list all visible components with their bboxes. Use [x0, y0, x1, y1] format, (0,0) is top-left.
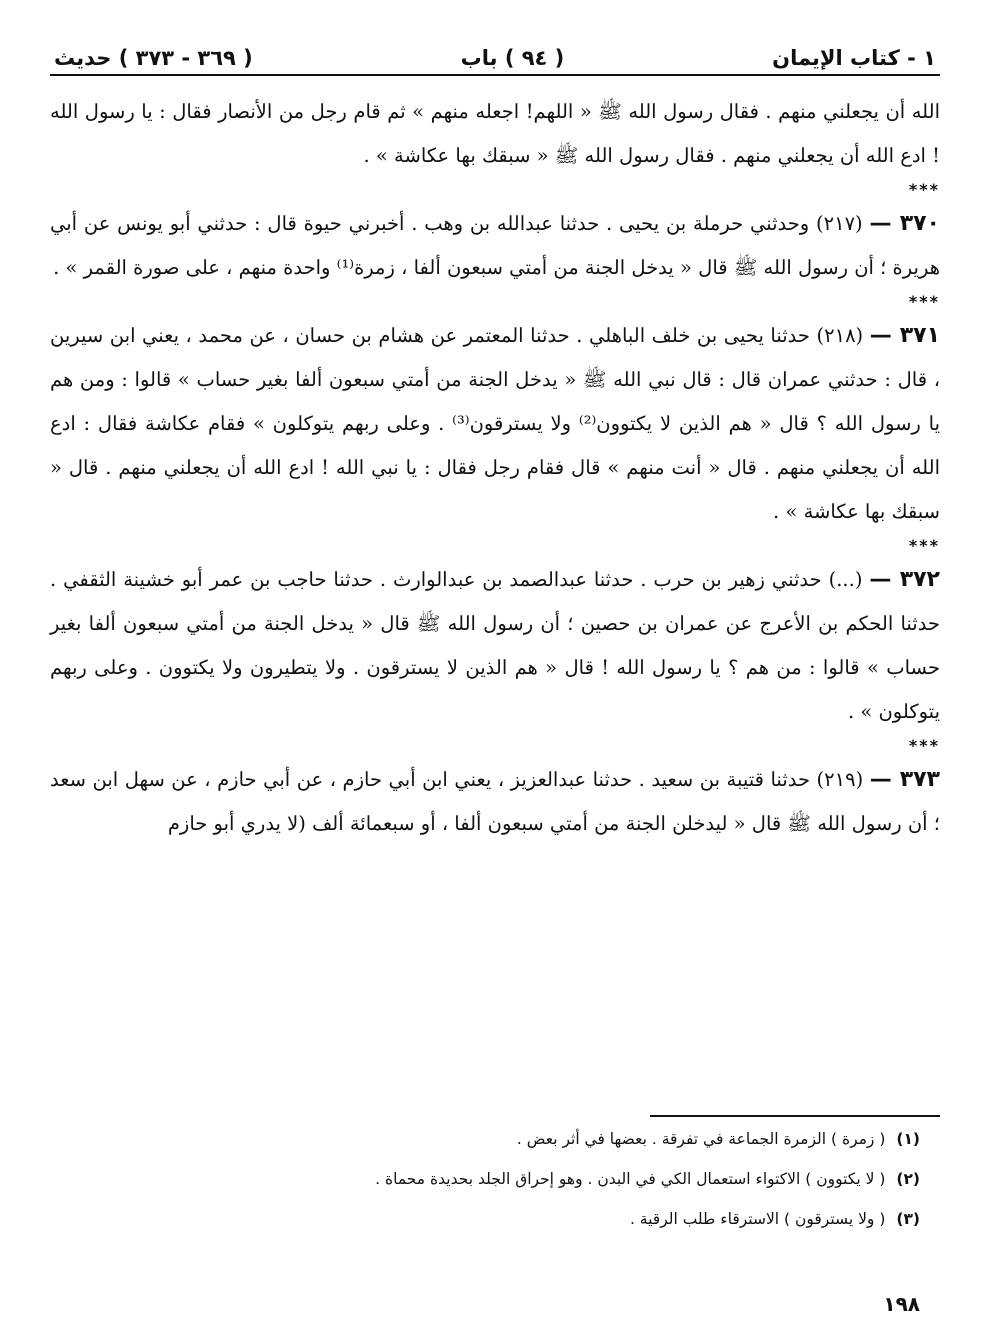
hadith-text: (...) حدثني زهير بن حرب . حدثنا عبدالصمد بن عبدالوارث . حدثنا حاجب بن عمر أبو خشينة الثقفي . حدثنا الحكم بن الأعرج عن عمران بن حصين ؛ أن رسول الله ﷺ قال « يدخل الجنة من أمتي سبعون ألفا بغير حساب » قالوا : من هم ؟ يا رسول الله ! قال « هم الذين لا يسترقون . ولا يتطيرون ولا يكتوون . وعلى ربهم يتوكلون » . — [50, 568, 940, 723]
section-separator: *** — [908, 180, 940, 199]
chapter-title: ( ٩٤ ) باب — [460, 46, 565, 70]
footnote-text: ( لا يكتوون ) الاكتواء استعمال الكي في البدن . وهو إحراق الجلد بحديدة محماة . — [375, 1170, 886, 1188]
hadith-number: ٣٧١ — — [869, 323, 941, 348]
intro-paragraph: الله أن يجعلني منهم . فقال رسول الله ﷺ « اللهم! اجعله منهم » ثم قام رجل من الأنصار فقال : يا رسول الله ! ادع الله أن يجعلني منهم . فقال رسول الله ﷺ « سبقك بها عكاشة » . — [50, 100, 940, 167]
section-separator: *** — [908, 536, 940, 555]
hadith-373 — [50, 758, 940, 846]
hadith-text: (٢١٧) وحدثني حرملة بن يحيى . حدثنا عبدالله بن وهب . أخبرني حيوة قال : حدثني أبو يونس عن أبي هريرة ؛ أن رسول الله ﷺ قال « يدخل الجنة من أمتي سبعون ألفا ، زمرة⁽¹⁾ واحدة منهم ، على صورة القمر » . — [50, 212, 940, 279]
hadith-text: (٢١٨) حدثنا يحيى بن خلف الباهلي . حدثنا المعتمر عن هشام بن حسان ، عن محمد ، يعني ابن سيرين ، قال : حدثني عمران قال : قال نبي الله ﷺ « يدخل الجنة من أمتي سبعون ألفا بغير حساب » قالوا : ومن هم يا رسول الله ؟ قال « هم الذين لا يكتوون⁽²⁾ ولا يسترقون⁽³⁾ . وعلى ربهم يتوكلون » فقام عكاشة فقال : ادع الله أن يجعلني منهم . قال « أنت منهم » قال فقام رجل فقال : يا نبي الله ! ادع الله أن يجعلني منهم . قال « سبقك بها عكاشة » . — [50, 324, 940, 523]
hadith-number: ٣٧٣ — — [869, 767, 940, 792]
book-title: ١ - كتاب الإيمان — [772, 46, 936, 70]
hadith-range: ( ٣٦٩ - ٣٧٣ ) حديث — [54, 46, 253, 70]
hadith-text: (٢١٩) حدثنا قتيبة بن سعيد . حدثنا عبدالعزيز ، يعني ابن أبي حازم ، عن أبي حازم ، عن سهل ابن سعد ؛ أن رسول الله ﷺ قال « ليدخلن الجنة من أمتي سبعون ألفا ، أو سبعمائة ألف (لا يدري أبو حازم — [50, 768, 940, 835]
footnote-number: (٣) — [896, 1210, 920, 1228]
footnote-number: (١) — [896, 1130, 920, 1148]
footnote-text: ( زمرة ) الزمرة الجماعة في تفرقة . بعضها في أثر بعض . — [516, 1130, 886, 1148]
hadith-370 — [50, 202, 940, 290]
footnotes — [50, 1115, 940, 1237]
hadith-372 — [50, 558, 940, 734]
footnote-number: (٢) — [896, 1170, 920, 1188]
running-header — [50, 30, 940, 76]
page-number: ١٩٨ — [883, 1292, 920, 1316]
footnote-3 — [50, 1201, 920, 1237]
main-text — [50, 90, 940, 846]
hadith-371 — [50, 314, 940, 534]
book-page — [50, 30, 940, 1320]
footnote-2 — [50, 1161, 920, 1197]
footnote-divider — [650, 1115, 940, 1117]
hadith-number: ٣٧٠ — — [869, 211, 940, 236]
hadith-number: ٣٧٢ — — [869, 567, 940, 592]
section-separator: *** — [908, 736, 940, 755]
section-separator: *** — [908, 292, 940, 311]
footnote-text: ( ولا يسترقون ) الاسترقاء طلب الرقية . — [629, 1210, 886, 1228]
footnote-1 — [50, 1121, 920, 1157]
